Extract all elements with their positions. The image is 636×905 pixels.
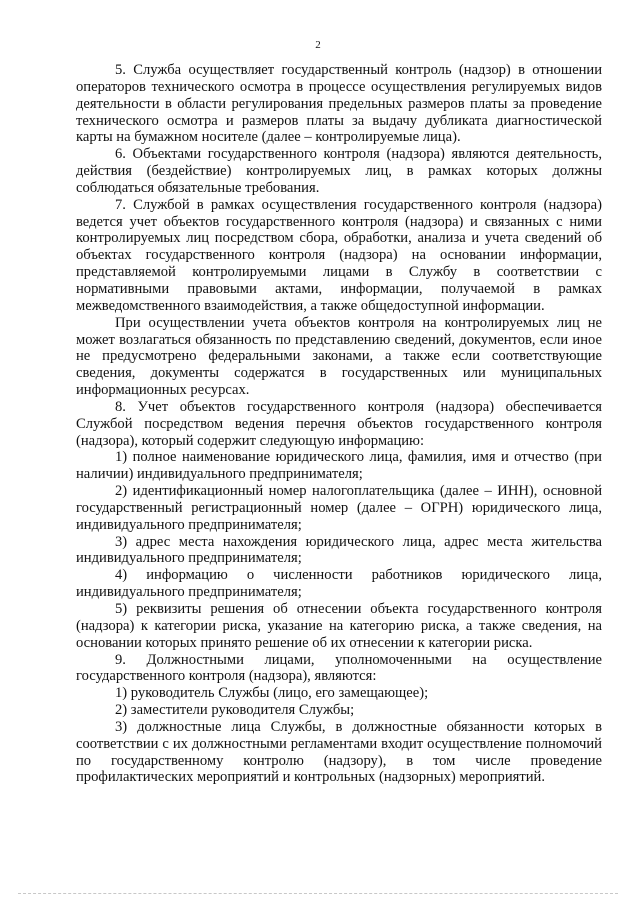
document-body [76,62,602,786]
paragraph-5: 5. Служба осуществляет государственный контроль (надзор) в отношении операторов технического осмотра в процессе осуществления регулируемых видов деятельности в области регулирования предельных размеров платы за проведение технического осмотра и размеров платы за выдачу дубликата диагностической карты на бумажном носителе (далее – контролируемые лица). [76,62,602,146]
scan-edge-divider [18,893,618,894]
paragraph-8: 8. Учет объектов государственного контроля (надзора) обеспечивается Службой посредством ведения перечня объектов государственного контроля (надзора), который содержит следующую информацию: [76,398,602,449]
paragraph-8-item-4: 4) информацию о численности работников юридического лица, индивидуального предпринимателя; [76,567,602,601]
paragraph-8-item-5: 5) реквизиты решения об отнесении объекта государственного контроля (надзора) к категории риска, указание на категорию риска, а также сведения, на основании которых принято решение об их отнесении к категории риска. [76,601,602,651]
paragraph-7-note: При осуществлении учета объектов контроля на контролируемых лиц не может возлагаться обязанность по представлению сведений, документов, если иное не предусмотрено федеральными законами, а также если соответствующие сведения, документы содержатся в государственных или муниципальных информационных ресурсах. [76,314,602,399]
paragraph-6: 6. Объектами государственного контроля (надзора) являются деятельность, действия (бездействие) контролируемых лиц, в рамках которых должны соблюдаться обязательные требования. [76,146,602,196]
paragraph-8-item-2: 2) идентификационный номер налогоплательщика (далее – ИНН), основной государственный регистрационный номер (далее – ОГРН) юридического лица, индивидуального предпринимателя; [76,483,602,533]
paragraph-9: 9. Должностными лицами, уполномоченными на осуществление государственного контроля (надзора), являются: [76,651,602,685]
paragraph-7: 7. Службой в рамках осуществления государственного контроля (надзора) ведется учет объектов государственного контроля (надзора) и связанных с ними контролируемых лиц посредством сбора, обработки, анализа и учета сведений об объектах государственного контроля (надзора) на основании информации, представляемой контролируемыми лицами в Службу в соответствии с нормативными правовыми актами, информации, получаемой в рамках межведомственного взаимодействия, а также общедоступной информации. [76,196,602,314]
paragraph-8-item-3: 3) адрес места нахождения юридического лица, адрес места жительства индивидуального предпринимателя; [76,533,602,567]
page-number: 2 [315,39,321,51]
paragraph-8-item-1: 1) полное наименование юридического лица, фамилия, имя и отчество (при наличии) индивидуального предпринимателя; [76,449,602,483]
paragraph-9-item-2: 2) заместители руководителя Службы; [115,702,355,719]
paragraph-9-item-1: 1) руководитель Службы (лицо, его замещающее); [115,685,429,702]
paragraph-9-item-3: 3) должностные лица Службы, в должностные обязанности которых в соответствии с их должностными регламентами входит осуществление полномочий по государственному контролю (надзору), в том числе проведение профилактических мероприятий и контрольных (надзорных) мероприятий. [76,718,602,786]
